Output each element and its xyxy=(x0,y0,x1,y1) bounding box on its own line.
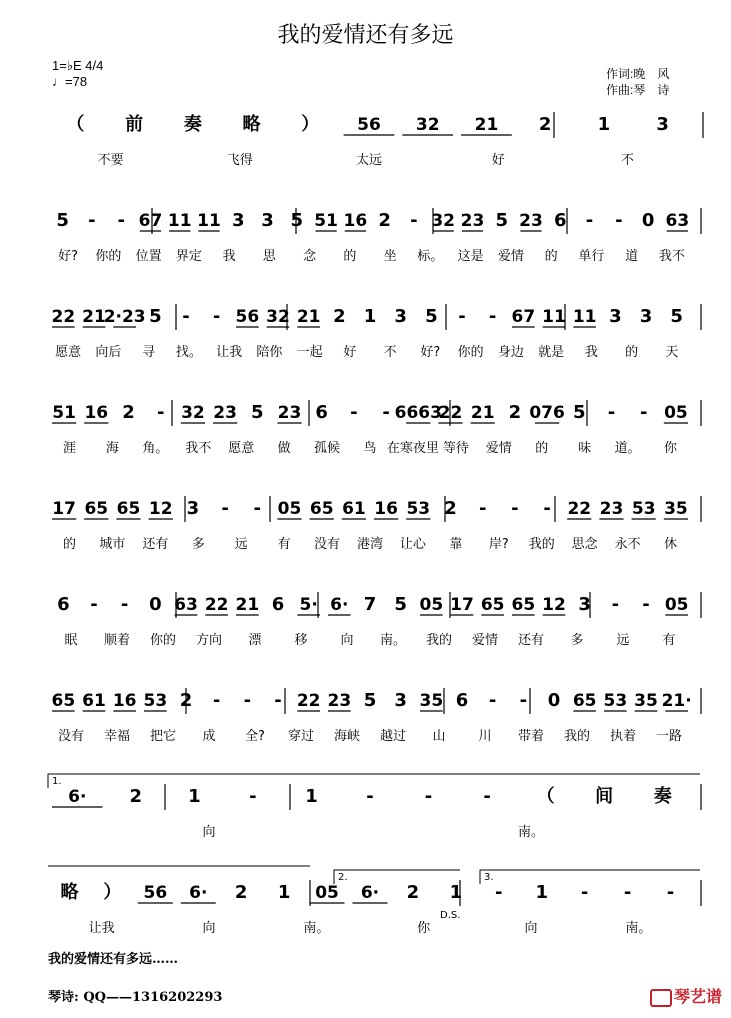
lyric: 不要 xyxy=(97,153,124,168)
lyric: 找。 xyxy=(175,345,202,360)
lyric: 向 xyxy=(524,921,538,936)
lyric: 不 xyxy=(620,153,634,168)
note: 32 xyxy=(415,115,440,135)
lyric: 南。 xyxy=(379,633,407,648)
note: 2 xyxy=(179,690,193,711)
lyric: 我的 xyxy=(425,633,453,648)
note: 2 xyxy=(508,402,522,423)
lyric: 南。 xyxy=(303,921,330,936)
note: 5 xyxy=(363,690,377,711)
lyric: 没有 xyxy=(314,537,341,552)
note: 5 xyxy=(394,594,407,615)
note: 奏 xyxy=(653,786,672,807)
note: 23 xyxy=(599,499,624,519)
lyric: 这是 xyxy=(457,249,484,264)
note: 23 xyxy=(213,403,237,423)
note: ） xyxy=(103,882,122,903)
note: 21· xyxy=(661,691,692,711)
lyric: 陪你 xyxy=(256,345,283,360)
note: 12 xyxy=(148,499,173,519)
note: - xyxy=(243,690,252,711)
song-title: 我的爱情还有多远 xyxy=(277,23,454,48)
lyric: 远 xyxy=(234,537,248,552)
note: 5 xyxy=(495,210,508,231)
lyric: 山 xyxy=(432,729,446,744)
note: 6 xyxy=(57,594,70,615)
lyric: 好 xyxy=(343,345,357,360)
note: 12 xyxy=(542,595,566,615)
lyric: 执着 xyxy=(609,729,637,744)
note: 23 xyxy=(277,403,302,423)
note: - xyxy=(615,210,623,231)
note: 67 xyxy=(138,211,163,231)
note: - xyxy=(90,594,98,615)
note: 53 xyxy=(631,499,656,519)
lyric: 你的 xyxy=(149,633,177,648)
note: 6 xyxy=(271,594,285,615)
note: - xyxy=(511,498,519,519)
lyric: 移 xyxy=(294,633,308,648)
lyric: 道。 xyxy=(614,441,641,456)
note: 略 xyxy=(60,882,79,903)
lyric: 我不 xyxy=(658,249,685,264)
note: - xyxy=(410,210,418,231)
note: 076 xyxy=(529,403,565,423)
note: 1 xyxy=(277,882,291,903)
note: 05 xyxy=(277,499,302,519)
note: 2 xyxy=(378,210,391,231)
note: 53 xyxy=(603,691,628,711)
lyric: 在寒夜里 xyxy=(386,441,439,456)
note: 5 xyxy=(56,210,69,231)
lyric: 休 xyxy=(664,537,678,552)
note: 51 xyxy=(314,211,338,231)
note: 35 xyxy=(419,691,444,711)
note: - xyxy=(88,210,96,231)
lyric: 位置 xyxy=(135,249,162,264)
note: 2 xyxy=(129,786,143,807)
note: - xyxy=(120,594,129,615)
note: 5 xyxy=(251,402,264,423)
note: 1 xyxy=(449,882,463,903)
lyric: 让心 xyxy=(399,537,426,552)
lyric: 海峡 xyxy=(333,729,361,744)
lyric: 我 xyxy=(222,249,236,264)
note: 05 xyxy=(419,595,444,615)
note: 35 xyxy=(664,499,688,519)
note: 22 xyxy=(204,595,229,615)
lyric: 不 xyxy=(383,345,397,360)
lyric: 成 xyxy=(202,729,216,744)
lyric: 的 xyxy=(62,537,76,552)
note: - xyxy=(156,402,165,423)
note: 6 xyxy=(554,210,567,231)
lyric: 多 xyxy=(570,633,584,648)
lyric: 念 xyxy=(303,249,317,264)
note: 1 xyxy=(597,114,611,135)
note: 5 xyxy=(670,306,683,327)
lyric: 越过 xyxy=(379,729,407,744)
note: - xyxy=(585,210,594,231)
note: - xyxy=(382,402,390,423)
note: 奏 xyxy=(183,114,202,135)
lyric: 方向 xyxy=(195,633,223,648)
lyric: 还有 xyxy=(517,633,545,648)
note: 3 xyxy=(609,306,622,327)
note: 32 xyxy=(181,403,205,423)
lyric: 愿意 xyxy=(55,345,82,360)
note: 6 xyxy=(455,690,469,711)
lyric: 穿过 xyxy=(287,729,315,744)
lyric: 爱情 xyxy=(485,441,512,456)
lyric: 好? xyxy=(420,345,441,360)
note: 3 xyxy=(186,498,200,519)
note: - xyxy=(642,594,650,615)
note: 3 xyxy=(261,210,274,231)
note: 3 xyxy=(578,594,591,615)
lyric: 寻 xyxy=(142,345,156,360)
note: - xyxy=(424,786,433,807)
lyric: 港湾 xyxy=(356,537,384,552)
note: 21 xyxy=(474,115,499,135)
note: - xyxy=(483,786,491,807)
logo-text: 琴艺谱 xyxy=(674,989,723,1006)
note: - xyxy=(623,882,632,903)
note: 1 xyxy=(363,306,377,327)
note: 0 xyxy=(547,690,561,711)
lyric: 你 xyxy=(417,921,431,936)
lyric: 多 xyxy=(191,537,205,552)
lyric: 道 xyxy=(625,249,639,264)
note: 65 xyxy=(480,595,505,615)
note: ） xyxy=(301,114,320,135)
lyric: 的 xyxy=(625,345,639,360)
note: 17 xyxy=(450,595,474,615)
lyric: 岸? xyxy=(488,537,509,552)
note: 11 xyxy=(572,307,597,327)
note: 65 xyxy=(511,595,536,615)
lyric: 我的 xyxy=(528,537,555,552)
lyric: 角。 xyxy=(142,441,169,456)
ds-mark: D.S. xyxy=(440,910,461,921)
lyric: 还有 xyxy=(142,537,169,552)
note: 2 xyxy=(444,498,457,519)
note: 5 xyxy=(290,210,304,231)
site-logo xyxy=(650,984,722,1007)
lyric: 愿意 xyxy=(228,441,255,456)
lyric: 漂 xyxy=(248,633,262,648)
note: - xyxy=(611,594,620,615)
note: 65 xyxy=(116,499,141,519)
note: 21 xyxy=(296,307,321,327)
note: 2·23 xyxy=(103,307,146,327)
note: 3 xyxy=(394,306,407,327)
note: 5 xyxy=(573,402,586,423)
note: - xyxy=(212,690,221,711)
note: 0 xyxy=(149,594,162,615)
note: 6· xyxy=(330,595,349,615)
footer-line-2: 琴诗: QQ——1316202293 xyxy=(48,990,223,1005)
note: 22 xyxy=(296,691,321,711)
note: 间 xyxy=(595,786,614,807)
note: - xyxy=(639,402,648,423)
note: 65 xyxy=(309,499,334,519)
lyric: 川 xyxy=(478,729,492,744)
lyric: 向 xyxy=(202,921,216,936)
note: 5 xyxy=(425,306,438,327)
lyric: 有 xyxy=(277,537,291,552)
volta-label: 2. xyxy=(338,872,348,883)
lyric: 太远 xyxy=(355,153,383,168)
lyric: 一路 xyxy=(655,729,683,744)
lyric: 让我 xyxy=(216,345,243,360)
note: 53 xyxy=(406,499,431,519)
note: 2 xyxy=(234,882,248,903)
note: 32 xyxy=(266,307,290,327)
lyric: 一起 xyxy=(296,345,323,360)
lyric: 有 xyxy=(662,633,676,648)
note: - xyxy=(543,498,551,519)
note: - xyxy=(274,690,282,711)
note: 65 xyxy=(84,499,109,519)
note: 5· xyxy=(299,595,318,615)
note: 61 xyxy=(82,691,106,711)
tempo-line: ♩=78 xyxy=(52,74,88,89)
lyric: 做 xyxy=(277,441,291,456)
note: 16 xyxy=(84,403,109,423)
lyric: 飞得 xyxy=(226,153,253,168)
note: 1 xyxy=(188,786,201,807)
note: 56 xyxy=(357,115,381,135)
lyric: 顺着 xyxy=(103,633,131,648)
note: 21 xyxy=(82,307,106,327)
note: 6· xyxy=(68,787,87,807)
note: 05 xyxy=(664,403,688,423)
lyric: 海 xyxy=(105,441,119,456)
lyric: 等待 xyxy=(442,441,469,456)
note: 6· xyxy=(360,883,380,903)
note: 22 xyxy=(51,307,76,327)
note: 16 xyxy=(343,211,368,231)
lyric: 天 xyxy=(665,345,679,360)
note: 3 xyxy=(639,306,653,327)
note: 53 xyxy=(143,691,168,711)
note: 21 xyxy=(235,595,260,615)
lyric: 的 xyxy=(343,249,357,264)
note: 0 xyxy=(641,210,655,231)
lyric: 眠 xyxy=(64,633,78,648)
footer-line-1: 我的爱情还有多远…… xyxy=(48,952,179,967)
lyricist: 作词:晚 风 xyxy=(606,67,670,81)
note: - xyxy=(182,306,190,327)
note: - xyxy=(249,786,257,807)
lyric: 向 xyxy=(340,633,354,648)
lyric: 爱情 xyxy=(471,633,499,648)
note: 61 xyxy=(342,499,366,519)
lyric: 幸福 xyxy=(103,729,131,744)
lyric: 向后 xyxy=(95,345,122,360)
note: - xyxy=(212,306,221,327)
note: 22 xyxy=(438,403,463,423)
composer: 作曲:琴 诗 xyxy=(606,83,670,97)
lyric: 没有 xyxy=(57,729,85,744)
note: - xyxy=(458,306,466,327)
note: 65 xyxy=(572,691,597,711)
lyric: 好? xyxy=(58,249,79,264)
note: 2 xyxy=(333,306,346,327)
note: （ xyxy=(536,786,555,807)
note: 前 xyxy=(125,114,144,135)
note: - xyxy=(580,882,589,903)
note: - xyxy=(117,210,125,231)
note: 6· xyxy=(189,883,208,903)
note: 63 xyxy=(174,595,198,615)
lyric: 思念 xyxy=(571,537,598,552)
lyric: 全? xyxy=(245,729,265,744)
note: 3 xyxy=(656,114,669,135)
note: 23 xyxy=(327,691,352,711)
lyric: 我 xyxy=(584,345,598,360)
note: - xyxy=(350,402,358,423)
lyric: 界定 xyxy=(175,249,202,264)
note: （ xyxy=(66,114,85,135)
lyric: 让我 xyxy=(88,921,115,936)
note: 65 xyxy=(51,691,76,711)
note: - xyxy=(366,786,374,807)
lyric: 远 xyxy=(616,633,630,648)
note: 17 xyxy=(52,499,76,519)
note: 3 xyxy=(232,210,245,231)
lyric: 好 xyxy=(491,153,505,168)
volta-label: 1. xyxy=(52,776,62,787)
note: 22 xyxy=(567,499,592,519)
lyric: 涯 xyxy=(62,441,76,456)
lyric: 向 xyxy=(202,825,216,840)
note: - xyxy=(488,690,497,711)
note: 56 xyxy=(143,883,168,903)
lyric: 把它 xyxy=(149,729,177,744)
note: 05 xyxy=(664,595,689,615)
note: 35 xyxy=(634,691,658,711)
lyric: 靠 xyxy=(449,537,463,552)
lyric: 我的 xyxy=(563,729,591,744)
key-line: 1=♭E 4/4 xyxy=(52,58,104,73)
lyric: 单行 xyxy=(578,249,605,264)
volta-label: 3. xyxy=(484,872,494,883)
lyric: 坐 xyxy=(383,249,397,264)
note: 23 xyxy=(460,211,485,231)
lyric: 你的 xyxy=(457,345,484,360)
note: - xyxy=(607,402,616,423)
note: - xyxy=(495,882,503,903)
note: 6 xyxy=(315,402,328,423)
lyric: 鸟 xyxy=(363,441,377,456)
note: 2 xyxy=(406,882,420,903)
note: 3 xyxy=(394,690,407,711)
lyric: 我不 xyxy=(185,441,212,456)
lyric: 爱情 xyxy=(497,249,524,264)
logo-icon xyxy=(650,989,672,1007)
note: 5 xyxy=(149,306,162,327)
note: 32 xyxy=(431,211,456,231)
volta-bracket xyxy=(334,870,460,884)
lyric: 孤候 xyxy=(314,441,341,456)
note: - xyxy=(478,498,487,519)
note: 略 xyxy=(242,114,261,135)
lyric: 思 xyxy=(262,249,276,264)
lyric: 身边 xyxy=(497,345,524,360)
note: 6663 xyxy=(394,403,442,423)
note: - xyxy=(666,882,675,903)
lyric: 味 xyxy=(578,441,592,456)
note: - xyxy=(253,498,262,519)
lyric: 你的 xyxy=(95,249,122,264)
note: 1 xyxy=(535,882,548,903)
note: - xyxy=(488,306,497,327)
note: - xyxy=(519,690,528,711)
note: 21 xyxy=(470,403,495,423)
note: 63 xyxy=(665,211,690,231)
lyric: 的 xyxy=(535,441,549,456)
lyric: 的 xyxy=(544,249,558,264)
note: 2 xyxy=(538,114,552,135)
lyric: 标。 xyxy=(417,249,444,264)
note: 11 xyxy=(197,211,221,231)
lyric: 南。 xyxy=(517,825,545,840)
note: 11 xyxy=(167,211,192,231)
note: 51 xyxy=(52,403,76,423)
note: 05 xyxy=(315,883,339,903)
note: 2 xyxy=(122,402,135,423)
note: 67 xyxy=(511,307,536,327)
note: 16 xyxy=(112,691,137,711)
note: 1 xyxy=(305,786,318,807)
lyric: 就是 xyxy=(538,345,565,360)
note: 11 xyxy=(542,307,566,327)
note: - xyxy=(221,498,229,519)
note: 16 xyxy=(374,499,398,519)
note: 7 xyxy=(363,594,377,615)
lyric: 你 xyxy=(664,441,678,456)
lyric: 带着 xyxy=(517,729,545,744)
lyric: 南。 xyxy=(625,921,652,936)
lyric: 城市 xyxy=(99,537,126,552)
note: 23 xyxy=(519,211,543,231)
lyric: 永不 xyxy=(614,537,641,552)
note: 56 xyxy=(235,307,260,327)
